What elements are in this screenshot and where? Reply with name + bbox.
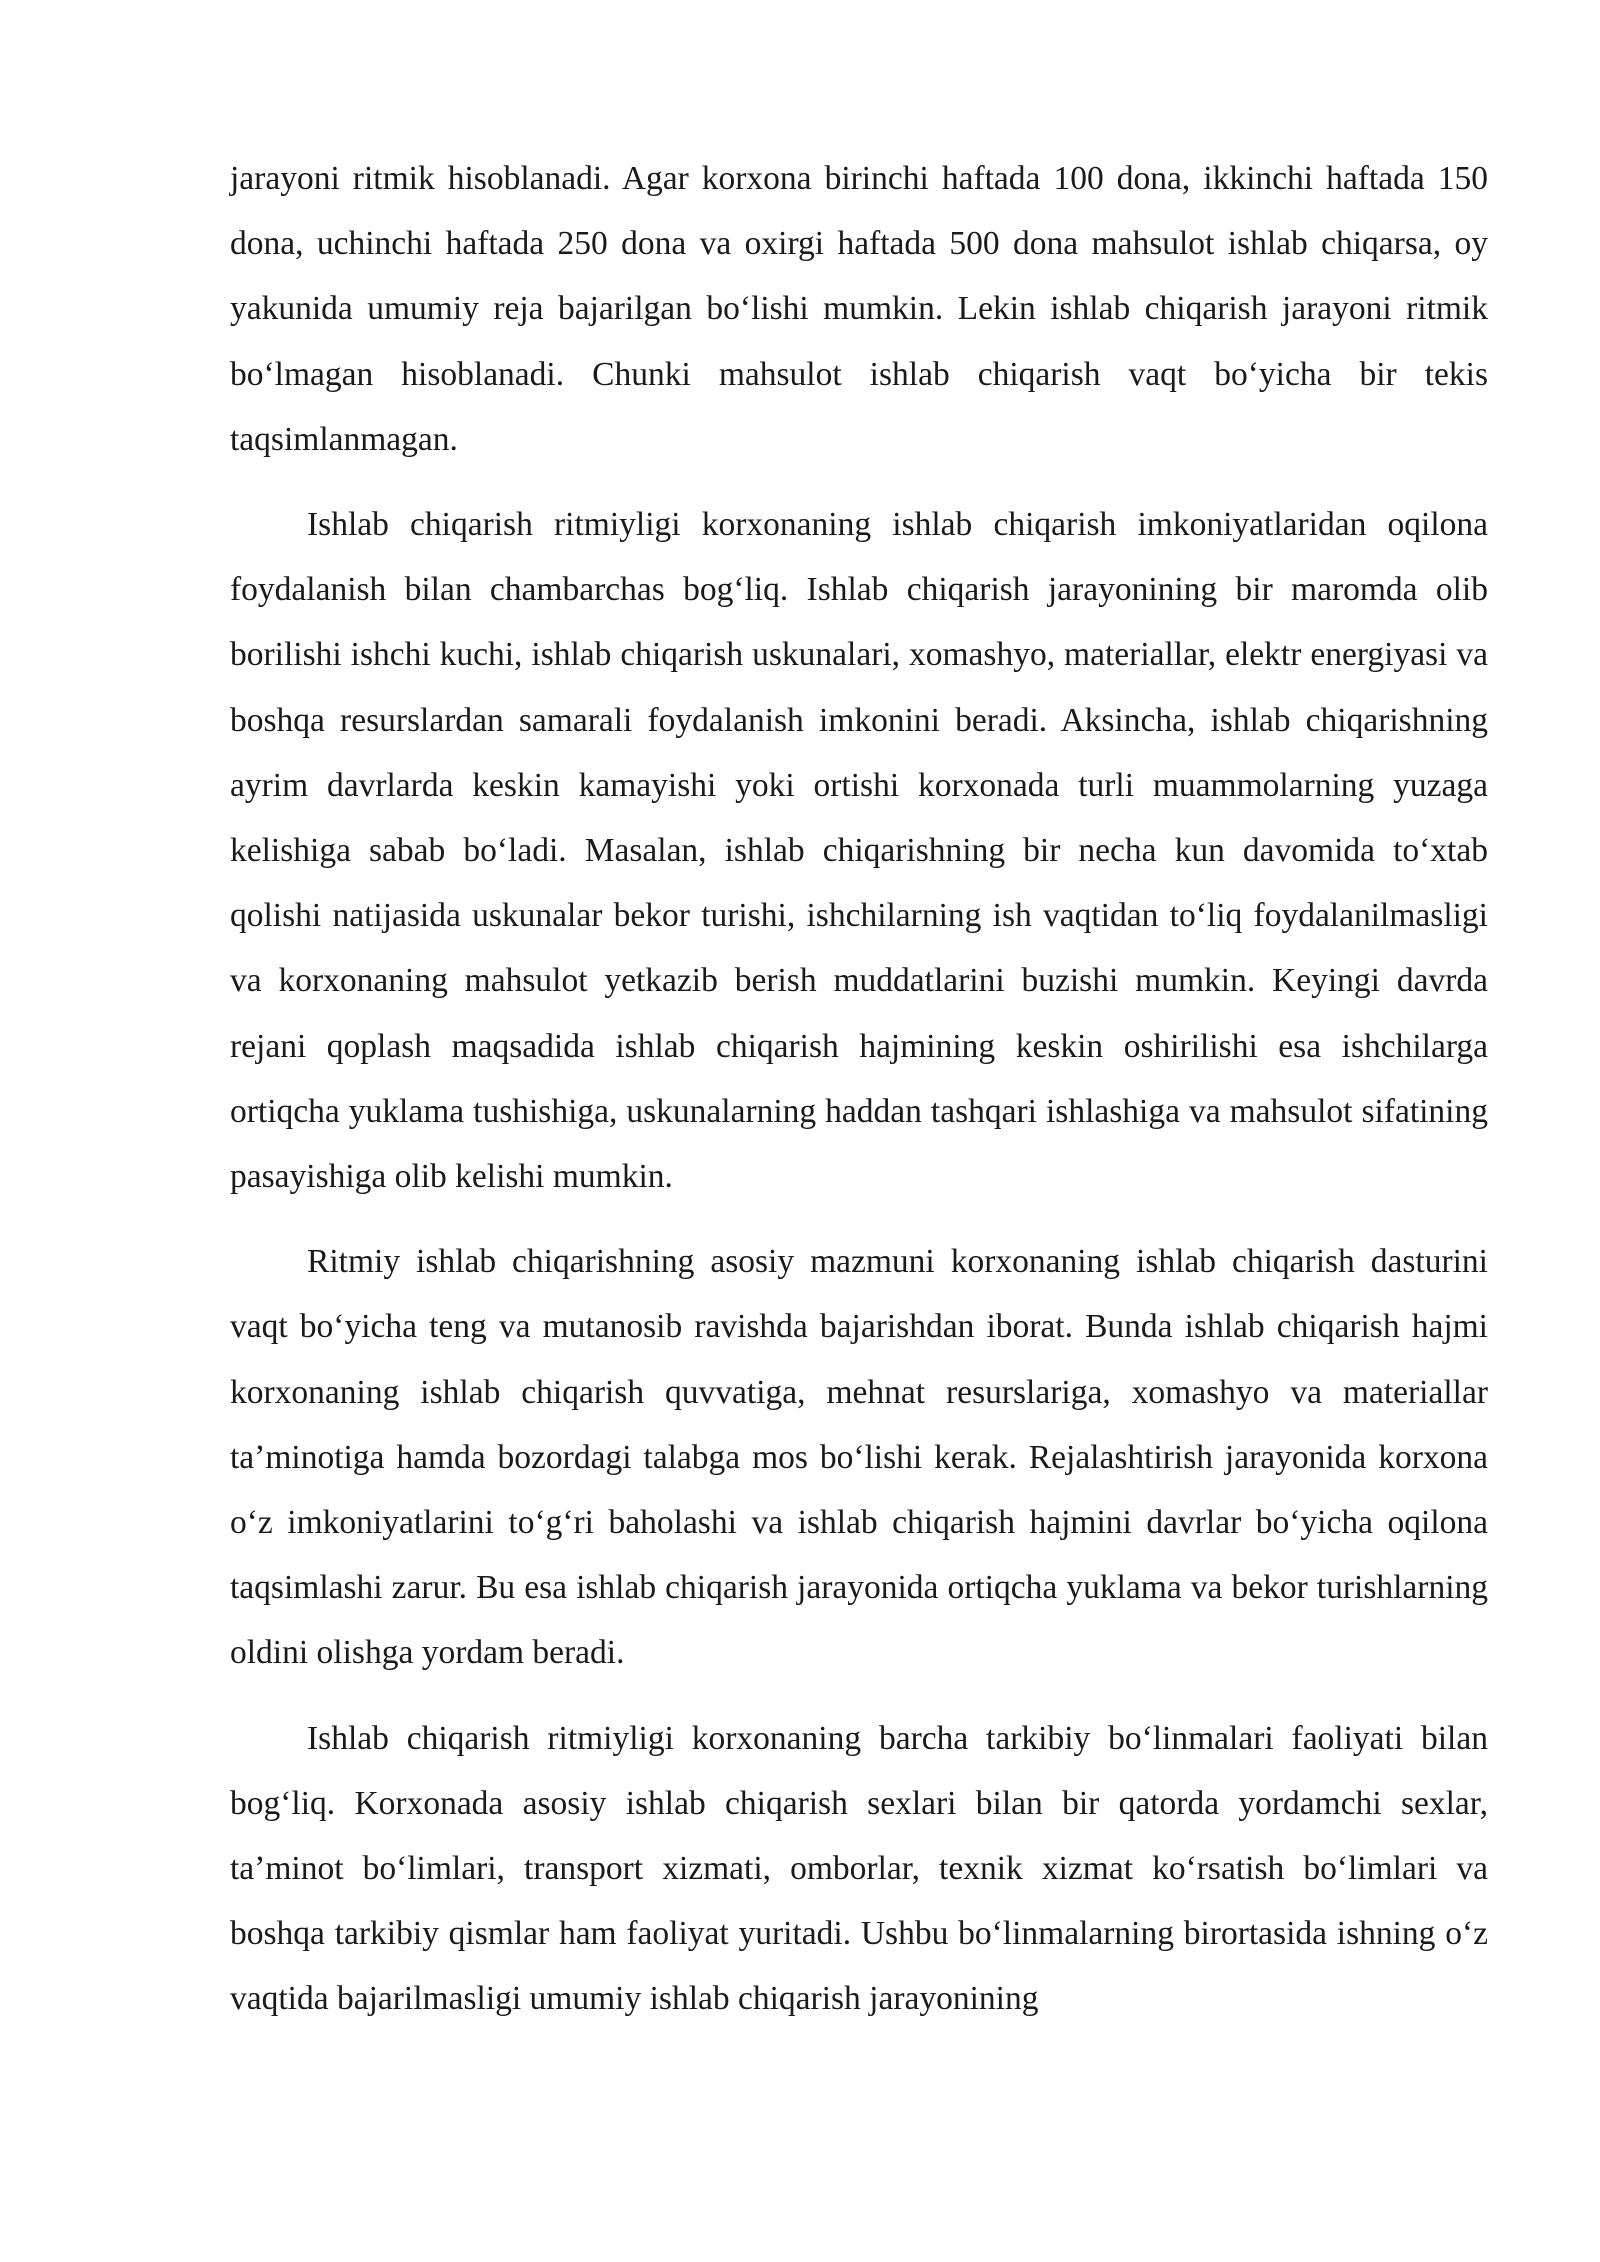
paragraph: Ritmiy ishlab chiqarishning asosiy mazmuni korxonaning ishlab chiqarish dasturini vaqt boʻyicha teng va mutanosib ravishda bajarishdan iborat. Bunda ishlab chiqarish hajmi korxonaning ishlab chiqarish quvvatiga, mehnat resurslariga, xomashyo va materiallar taʼminotiga hamda bozordagi talabga mos boʻlishi kerak. Rejalashtirish jarayonida korxona oʻz imkoniyatlarini toʻgʻri baholashi va ishlab chiqarish hajmini davrlar boʻyicha oqilona taqsimlashi zarur. Bu esa ishlab chiqarish jarayonida ortiqcha yuklama va bekor turishlarning oldini olishga yordam beradi.: [230, 1243, 1488, 1672]
document-body: [230, 146, 1488, 2052]
paragraph-continued: jarayoni ritmik hisoblanadi. Agar korxona birinchi haftada 100 dona, ikkinchi haftada 150 dona, uchinchi haftada 250 dona va oxirgi haftada 500 dona mahsulot ishlab chiqarsa, oy yakunida umumiy reja bajarilgan boʻlishi mumkin. Lekin ishlab chiqarish jarayoni ritmik boʻlmagan hisoblanadi. Chunki mahsulot ishlab chiqarish vaqt boʻyicha bir tekis taqsimlanmagan.: [230, 160, 1488, 458]
paragraph: Ishlab chiqarish ritmiyligi korxonaning barcha tarkibiy boʻlinmalari faoliyati bilan bogʻliq. Korxonada asosiy ishlab chiqarish sexlari bilan bir qatorda yordamchi sexlar, taʼminot boʻlimlari, transport xizmati, omborlar, texnik xizmat koʻrsatish boʻlimlari va boshqa tarkibiy qismlar ham faoliyat yuritadi. Ushbu boʻlinmalarning birortasida ishning oʻz vaqtida bajarilmasligi umumiy ishlab chiqarish jarayonining: [230, 1719, 1488, 2018]
paragraph: Ishlab chiqarish ritmiyligi korxonaning ishlab chiqarish imkoniyatlaridan oqilona foydalanish bilan chambarchas bogʻliq. Ishlab chiqarish jarayonining bir maromda olib borilishi ishchi kuchi, ishlab chiqarish uskunalari, xomashyo, materiallar, elektr energiyasi va boshqa resurslardan samarali foydalanish imkonini beradi. Aksincha, ishlab chiqarishning ayrim davrlarda keskin kamayishi yoki ortishi korxonada turli muammolarning yuzaga kelishiga sabab boʻladi. Masalan, ishlab chiqarishning bir necha kun davomida toʻxtab qolishi natijasida uskunalar bekor turishi, ishchilarning ish vaqtidan toʻliq foydalanilmasligi va korxonaning mahsulot yetkazib berish muddatlarini buzishi mumkin. Keyingi davrda rejani qoplash maqsadida ishlab chiqarish hajmining keskin oshirilishi esa ishchilarga ortiqcha yuklama tushishiga, uskunalarning haddan tashqari ishlashiga va mahsulot sifatining pasayishiga olib kelishi mumkin.: [230, 506, 1488, 1196]
